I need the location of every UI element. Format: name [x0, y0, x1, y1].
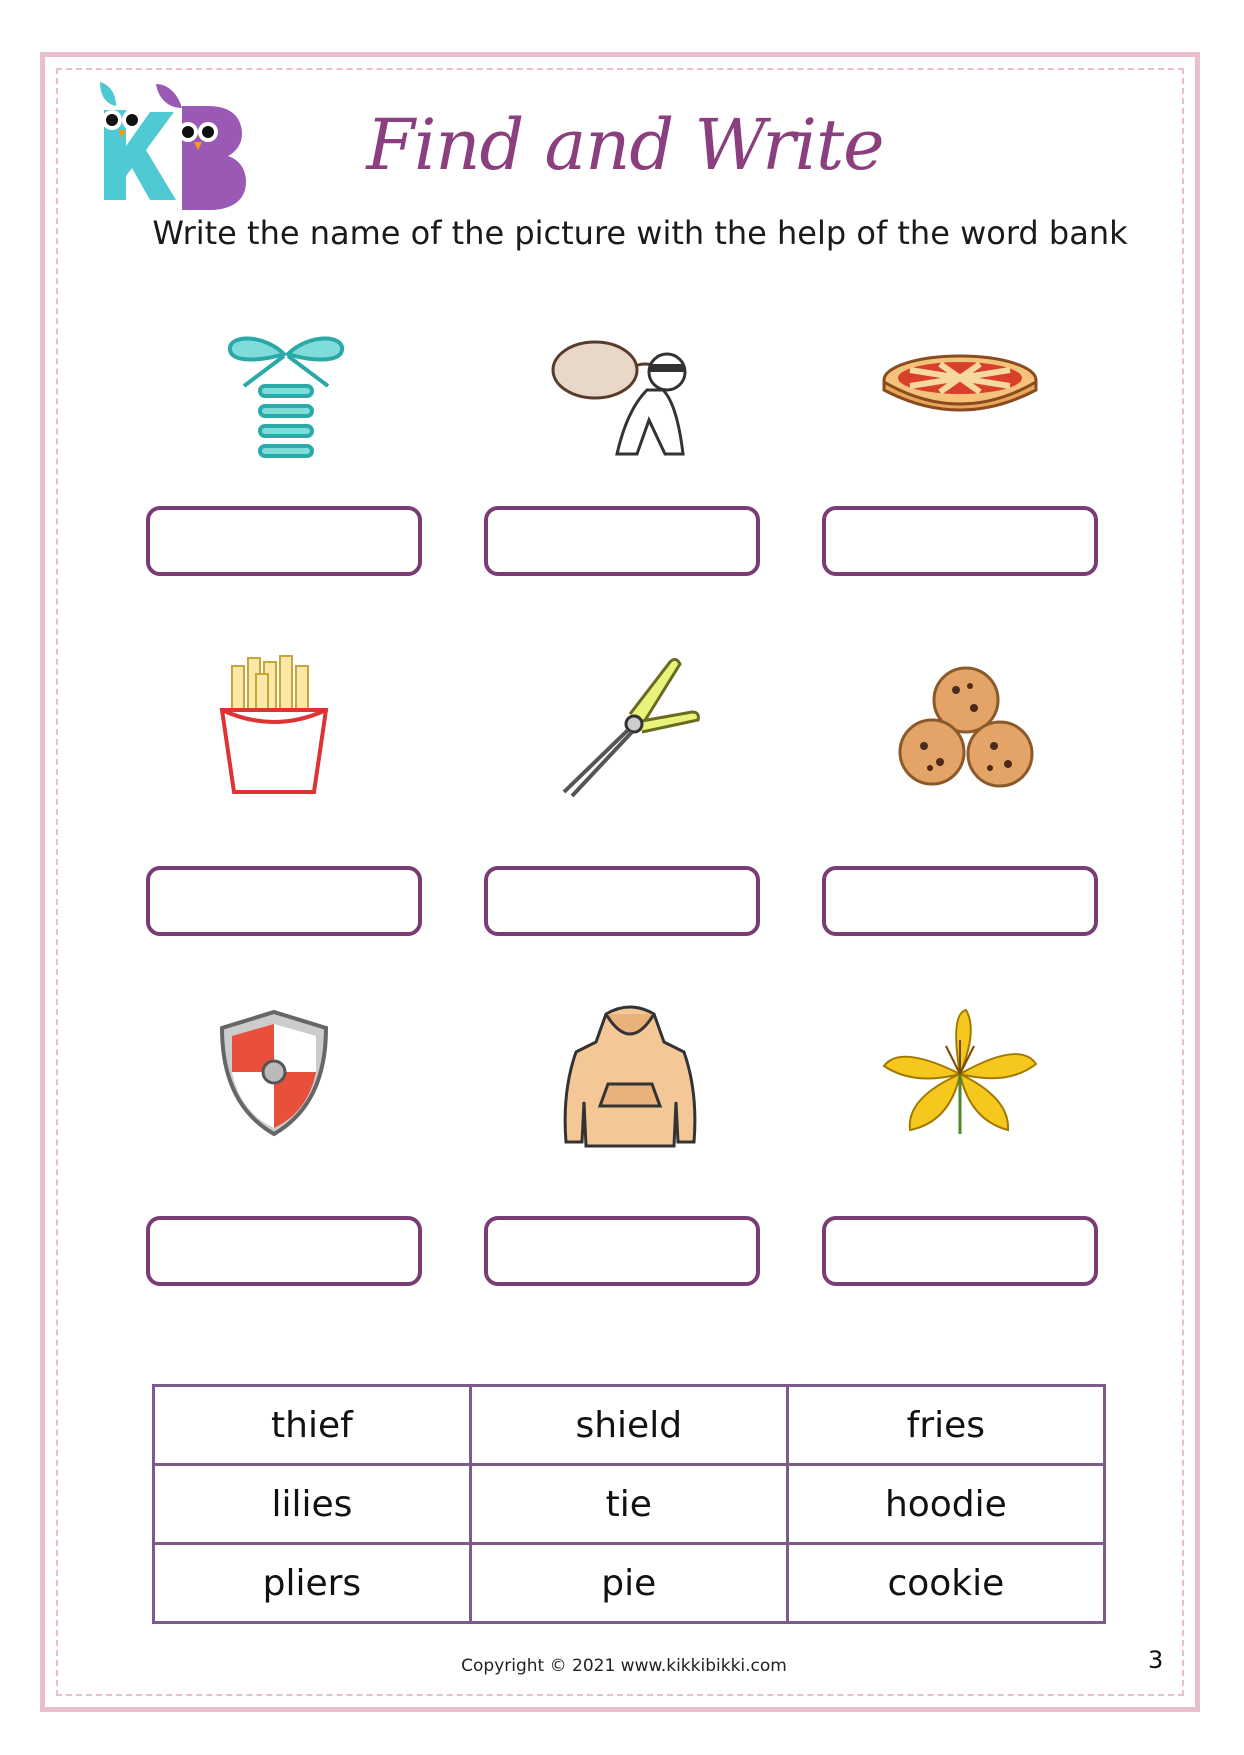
copyright-text: Copyright © 2021 www.kikkibikki.com: [461, 1656, 787, 1676]
word-bank-row: [154, 1544, 1105, 1623]
answer-box-9[interactable]: [822, 1216, 1098, 1286]
word-bank-cell: lilies: [154, 1465, 471, 1544]
answer-box-8[interactable]: [484, 1216, 760, 1286]
pie-icon: [870, 320, 1050, 470]
word-bank-cell: hoodie: [787, 1465, 1104, 1544]
answer-box-6[interactable]: [822, 866, 1098, 936]
word-bank-row: [154, 1465, 1105, 1544]
cookies-icon: [874, 650, 1054, 800]
page-number: 3: [1148, 1646, 1164, 1674]
word-bank-cell: cookie: [787, 1544, 1104, 1623]
answer-box-2[interactable]: [484, 506, 760, 576]
page-title: Find and Write: [366, 104, 884, 186]
word-bank-cell: fries: [787, 1386, 1104, 1465]
answer-box-1[interactable]: [146, 506, 422, 576]
shield-icon: [184, 1000, 364, 1150]
answer-box-5[interactable]: [484, 866, 760, 936]
answer-box-3[interactable]: [822, 506, 1098, 576]
shoelace-tie-icon: [196, 320, 376, 470]
pliers-icon: [540, 650, 720, 800]
word-bank-cell: pie: [470, 1544, 787, 1623]
word-bank-cell: pliers: [154, 1544, 471, 1623]
kikkibikki-logo-icon: [86, 76, 246, 212]
fries-icon: [184, 650, 364, 800]
word-bank-cell: tie: [470, 1465, 787, 1544]
word-bank-cell: shield: [470, 1386, 787, 1465]
lily-flower-icon: [870, 1000, 1050, 1150]
thief-icon: [535, 320, 715, 470]
word-bank-table: [152, 1384, 1106, 1624]
hoodie-icon: [540, 1000, 720, 1150]
word-bank-row: [154, 1386, 1105, 1465]
answer-box-4[interactable]: [146, 866, 422, 936]
instruction-text: Write the name of the picture with the help of the word bank: [152, 214, 1128, 252]
word-bank-cell: thief: [154, 1386, 471, 1465]
answer-box-7[interactable]: [146, 1216, 422, 1286]
